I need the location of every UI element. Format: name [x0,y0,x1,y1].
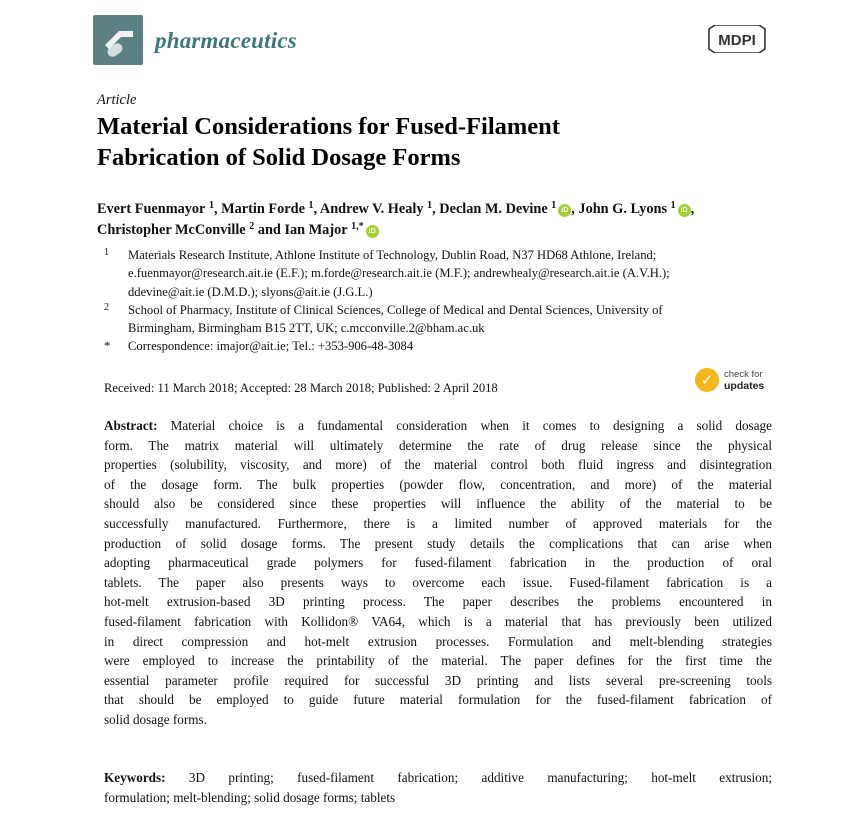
affiliation-line: Birmingham, Birmingham B15 2TT, UK; c.mcconville.2@bham.ac.uk [128,321,485,336]
checkmark-icon: ✓ [695,368,719,392]
abstract-line: adopting pharmaceutical grade polymers for fused-filament fabrication in the production of oral [104,555,772,571]
abstract-line: Material choice is a fundamental consideration when it comes to designing a solid dosage [170,418,772,433]
affiliation-marker: 1 [104,247,109,258]
abstract-line: of the dosage form. The bulk properties (powder flow, concentration, and more) of the material [104,476,772,492]
affiliation-item [104,301,774,338]
check-for-updates-badge[interactable] [695,368,775,396]
affil-sup: 1,* [351,221,364,232]
affiliation-marker: 2 [104,301,109,313]
check-text-line: check for [724,369,763,380]
keywords [104,768,772,807]
keywords-label: Keywords: [104,770,166,785]
abstract-line: solid dosage forms. [104,711,207,727]
mdpi-logo [705,25,769,53]
abstract-label: Abstract: [104,418,158,433]
abstract [104,416,772,730]
correspondence-line: Correspondence: imajor@ait.ie; Tel.: +353-906-48-3084 [128,339,414,354]
author-name[interactable]: John G. Lyons [578,201,668,217]
abstract-line: in direct compression and hot-melt extrusion processes. Formulation and melt-blending strategies [104,633,772,649]
author-name[interactable]: Ian Major [284,222,348,238]
journal-name: pharmaceutics [155,28,297,53]
journal-logo [93,15,143,65]
affil-sup: 1 [308,200,314,211]
abstract-line: fused-filament fabrication with Kollidon® VA64, which is a material that has previously been utilized [104,613,772,629]
pill-icon [93,15,143,65]
publication-dates: Received: 11 March 2018; Accepted: 28 March 2018; Published: 2 April 2018 [104,381,498,395]
affiliations [104,246,774,356]
author-name[interactable]: Christopher McConville [97,222,246,238]
abstract-line: that should be employed to guide future material formulation for the fused-filament fabrication of [104,692,772,708]
affil-sup: 1 [551,200,557,211]
author-name[interactable]: Martin Forde [221,201,305,217]
keywords-line: formulation; melt-blending; solid dosage forms; tablets [104,789,396,805]
orcid-icon[interactable]: iD [558,204,571,217]
affiliation-item [104,246,774,301]
mdpi-logo-text: MDPI [718,32,756,49]
abstract-line: form. The matrix material will ultimately determine the rate of drug release since the physical [104,437,772,453]
keywords-line: 3D printing; fused-filament fabrication; additive manufacturing; hot-melt extrusion; [188,770,773,785]
affil-sup: 2 [249,221,255,232]
abstract-line: were employed to increase the printability of the material. The paper defines for the first time the [104,653,772,669]
article-title [97,111,797,173]
correspondence [104,337,774,355]
title-line: Material Considerations for Fused-Filament [97,113,560,140]
title-line: Fabrication of Solid Dosage Forms [97,144,461,171]
abstract-line: hot-melt extrusion-based 3D printing process. The paper describes the problems encountered in [104,594,772,610]
article-type: Article [97,92,137,108]
abstract-line: properties (solubility, viscosity, and more) of the material control both fluid ingress and disintegration [104,457,772,473]
affiliation-line: e.fuenmayor@research.ait.ie (E.F.); m.forde@research.ait.ie (M.F.); andrewhealy@research.ait.ie (A.V.H.); [128,266,670,281]
affiliation-line: School of Pharmacy, Institute of Clinical Sciences, College of Medical and Dental Sciences, University of [128,302,663,317]
affil-sup: 1 [670,200,676,211]
affiliation-line: Materials Research Institute, Athlone Institute of Technology, Dublin Road, N37 HD68 Athlone, Ireland; [128,248,657,262]
abstract-line: production of solid dosage forms. The present study details the complications that can arise when [104,535,772,551]
author-name[interactable]: Andrew V. Healy [319,201,424,217]
affiliation-marker: * [104,339,111,354]
author-list: Evert Fuenmayor $^1$, Martin Forde $^1$, Andrew V. Healy $^1$, Declan M. Devine $^1$ iD , John G. Lyons $^1$ iD , Christopher McConville $^2$ and Ian Major $^{1,*}$ iD [97,200,695,238]
abstract-line: essential parameter profile required for successful 3D printing and lists several pre-screening tools [104,672,772,688]
author-name[interactable]: Evert Fuenmayor [97,201,206,217]
orcid-icon[interactable]: iD [366,225,379,238]
check-text-line: updates [724,379,765,392]
orcid-icon[interactable]: iD [678,204,691,217]
affil-sup: 1 [208,200,214,211]
affiliation-line: ddevine@ait.ie (D.M.D.); slyons@ait.ie (J.G.L.) [128,284,373,299]
author-name[interactable]: Declan M. Devine [439,201,548,217]
author-and: and [257,222,281,238]
affil-sup: 1 [427,200,433,211]
abstract-line: successfully manufactured. Furthermore, there is a limited number of approved materials for the [104,515,772,531]
abstract-line: should also be considered since these properties will influence the ability of the material to be [104,496,772,512]
abstract-line: tablets. The paper also presents ways to overcome each issue. Fused-filament fabrication is a [104,574,772,590]
